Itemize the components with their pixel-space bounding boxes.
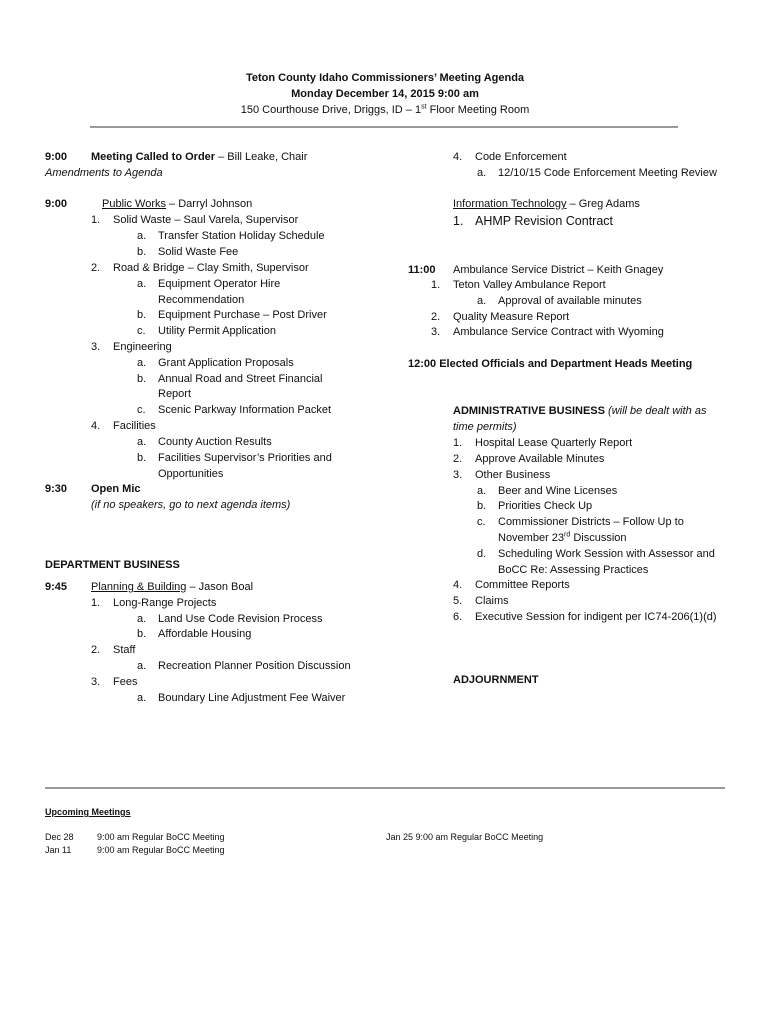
list-item-text: Claims: [475, 595, 509, 607]
list-item-text: Staff: [113, 644, 136, 656]
list-item-text: Report: [158, 388, 192, 400]
list-item: b.: [477, 500, 487, 512]
ambulance-time: 11:00: [408, 264, 436, 276]
list-item-text: County Auction Results: [158, 436, 272, 448]
list-item-text: Executive Session for indigent per IC74-206(1)(d): [475, 611, 717, 623]
list-item-text: 12/10/15 Code Enforcement Meeting Review: [498, 167, 717, 179]
list-item: b.: [137, 309, 147, 321]
list-item-text: Code Enforcement: [475, 151, 567, 163]
list-item-text: BoCC Re: Assessing Practices: [498, 564, 649, 576]
list-item-text: Recommendation: [158, 294, 245, 306]
list-item-text: Beer and Wine Licenses: [498, 485, 618, 497]
list-item: 3.: [91, 341, 101, 353]
list-item-text: Solid Waste – Saul Varela, Supervisor: [113, 214, 299, 226]
list-item-text: November 23rd Discussion: [498, 531, 627, 544]
list-item: b.: [137, 628, 147, 640]
open-mic-note: (if no speakers, go to next agenda items): [91, 499, 291, 511]
list-item-text: Approval of available minutes: [498, 295, 642, 307]
it-heading: Information Technology – Greg Adams: [453, 198, 640, 210]
list-item-text: Transfer Station Holiday Schedule: [158, 230, 325, 242]
list-item: a.: [137, 436, 147, 448]
ambulance-heading: Ambulance Service District – Keith Gnagey: [453, 264, 664, 276]
list-item-text: Other Business: [475, 469, 551, 481]
list-item-text: Priorities Check Up: [498, 500, 593, 512]
list-item: 2.: [453, 453, 463, 465]
list-item-text: Hospital Lease Quarterly Report: [475, 437, 633, 449]
list-item: 6.: [453, 611, 463, 623]
elected-officials-meeting: 12:00 Elected Officials and Department Heads Meeting: [408, 358, 693, 370]
upcoming-text: 9:00 am Regular BoCC Meeting: [97, 845, 225, 855]
list-item-text: Utility Permit Application: [158, 325, 276, 337]
department-business-heading: DEPARTMENT BUSINESS: [45, 559, 180, 571]
upcoming-right: Jan 25 9:00 am Regular BoCC Meeting: [386, 832, 544, 842]
open-mic-time: 9:30: [45, 483, 68, 495]
list-item: a.: [137, 660, 147, 672]
list-item: 3.: [453, 469, 463, 481]
list-item: 1.: [453, 437, 463, 449]
public-works-heading: Public Works – Darryl Johnson: [102, 198, 253, 210]
list-item-text: Approve Available Minutes: [475, 453, 605, 465]
list-item: 1.: [431, 279, 441, 291]
list-item-text: Annual Road and Street Financial: [158, 373, 323, 385]
upcoming-meetings-heading: Upcoming Meetings: [45, 807, 131, 817]
list-item: 3.: [431, 326, 441, 338]
list-item-text: Opportunities: [158, 468, 224, 480]
open-mic-title: Open Mic: [91, 483, 141, 495]
list-item-text: Boundary Line Adjustment Fee Waiver: [158, 692, 346, 704]
list-item: a.: [137, 613, 147, 625]
list-item: a.: [137, 230, 147, 242]
list-item: d.: [477, 548, 487, 560]
upcoming-date: Jan 11: [45, 845, 72, 855]
list-item: a.: [137, 357, 147, 369]
list-item-text: Equipment Operator Hire: [158, 278, 281, 290]
list-item: c.: [477, 516, 486, 528]
header-divider: [90, 126, 678, 128]
list-item: 5.: [453, 595, 463, 607]
list-item-text: Fees: [113, 676, 138, 688]
call-time: 9:00: [45, 151, 68, 163]
list-item: 4.: [453, 151, 463, 163]
list-item-text: AHMP Revision Contract: [475, 214, 614, 228]
adjournment: ADJOURNMENT: [453, 674, 539, 686]
upcoming-date: Dec 28: [45, 832, 74, 842]
list-item: a.: [137, 278, 147, 290]
list-item: a.: [477, 167, 487, 179]
list-item: 2.: [91, 644, 101, 656]
list-item: a.: [477, 485, 487, 497]
list-item-text: Recreation Planner Position Discussion: [158, 660, 351, 672]
list-item-text: Committee Reports: [475, 579, 570, 591]
list-item-text: Long-Range Projects: [113, 597, 217, 609]
list-item: 1.: [91, 597, 101, 609]
agenda-title: Teton County Idaho Commissioners’ Meeting Agenda: [245, 72, 525, 84]
administrative-note: time permits): [453, 421, 517, 433]
list-item-text: Solid Waste Fee: [158, 246, 239, 258]
list-item-text: Ambulance Service Contract with Wyoming: [453, 326, 664, 338]
list-item-text: Commissioner Districts – Follow Up to: [498, 516, 684, 528]
list-item-text: Scenic Parkway Information Packet: [158, 404, 332, 416]
list-item-text: Teton Valley Ambulance Report: [453, 279, 606, 291]
list-item: a.: [477, 295, 487, 307]
list-item-text: Scheduling Work Session with Assessor and: [498, 548, 715, 560]
list-item-text: Quality Measure Report: [453, 311, 570, 323]
list-item: a.: [137, 692, 147, 704]
planning-heading: Planning & Building – Jason Boal: [91, 581, 254, 593]
list-item-text: Road & Bridge – Clay Smith, Supervisor: [113, 262, 309, 274]
list-item: 1.: [91, 214, 101, 226]
call-to-order: Meeting Called to Order – Bill Leake, Chair: [91, 151, 308, 163]
meeting-date: Monday December 14, 2015 9:00 am: [291, 88, 479, 100]
list-item-text: Grant Application Proposals: [158, 357, 294, 369]
list-item: c.: [137, 325, 146, 337]
list-item: 3.: [91, 676, 101, 688]
list-item: 2.: [91, 262, 101, 274]
amendments-to-agenda: Amendments to Agenda: [45, 167, 163, 179]
list-item: 1.: [453, 214, 464, 228]
list-item: 4.: [91, 420, 101, 432]
planning-time: 9:45: [45, 581, 68, 593]
list-item: 2.: [431, 311, 441, 323]
list-item: b.: [137, 246, 147, 258]
footer-divider: [45, 787, 725, 789]
list-item-text: Land Use Code Revision Process: [158, 613, 323, 625]
public-works-time: 9:00: [45, 198, 68, 210]
list-item-text: Facilities: [113, 420, 156, 432]
list-item: 4.: [453, 579, 463, 591]
upcoming-text: 9:00 am Regular BoCC Meeting: [97, 832, 225, 842]
list-item: b.: [137, 452, 147, 464]
list-item-text: Affordable Housing: [158, 628, 252, 640]
list-item-text: Engineering: [113, 341, 172, 353]
list-item-text: Equipment Purchase – Post Driver: [158, 309, 327, 321]
administrative-heading: ADMINISTRATIVE BUSINESS (will be dealt with as: [453, 405, 707, 417]
meeting-location: 150 Courthouse Drive, Driggs, ID – 1st Floor Meeting Room: [240, 103, 530, 116]
list-item: c.: [137, 404, 146, 416]
list-item-text: Facilities Supervisor’s Priorities and: [158, 452, 332, 464]
list-item: b.: [137, 373, 147, 385]
